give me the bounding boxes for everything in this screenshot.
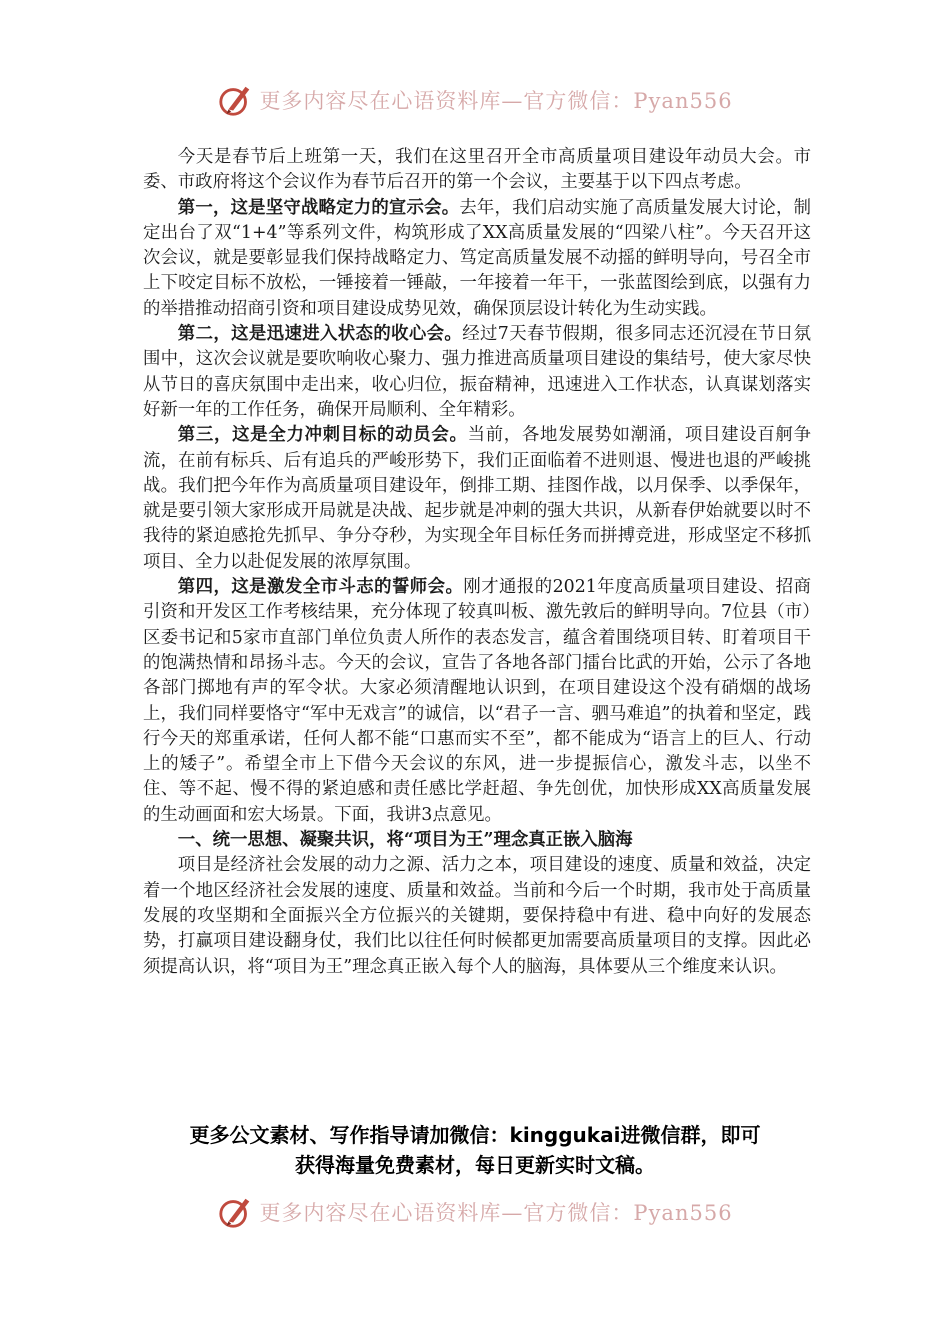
point-text-3: 当前，各地发展势如潮涌，项目建设百舸争流，在前有标兵、后有追兵的严峻形势下，我们正面临着不进则退、慢进也退的严峻挑战。我们把今年作为高质量项目建设年，倒排工期、挂图作战，以月保季、以季保年，就是要引领大家形成开局就是决战、起步就是冲刺的强大共识，从新春伊始就要以时不我待的紧迫感抢先抓早、争分夺秒，为实现全年目标任务而拼搏竞进，形成坚定不移抓项目、全力以赴促发展的浓厚氛围。 <box>143 425 811 572</box>
point-lead-3: 第三，这是全力冲刺目标的动员会。 <box>177 425 468 446</box>
point-paragraph-3 <box>143 423 811 575</box>
intro-paragraph: 今天是春节后上班第一天，我们在这里召开全市高质量项目建设年动员大会。市委、市政府将这个会议作为春节后召开的第一个会议，主要基于以下四点考虑。 <box>143 147 811 193</box>
point-lead-2: 第二，这是迅速进入状态的收心会。 <box>177 324 463 345</box>
point-lead-4: 第四，这是激发全市斗志的誓师会。 <box>177 577 464 598</box>
section-heading: 一、统一思想、凝聚共识，将“项目为王”理念真正嵌入脑海 <box>177 830 633 851</box>
point-paragraph-4 <box>143 575 811 828</box>
point-text-1: 去年，我们启动实施了高质量发展大讨论，制定出台了双“1+4”等系列文件，构筑形成了XX高质量发展的“四梁八柱”。今天召开这次会议，就是要彰显我们保持战略定力、笃定高质量发展不动摇的鲜明导向，号召全市上下咬定目标不放松，一锤接着一锤敲，一年接着一年干，一张蓝图绘到底，以强有力的举措推动招商引资和项目建设成势见效，确保顶层设计转化为生动实践。 <box>143 197 811 319</box>
point-paragraph-1 <box>143 196 811 322</box>
footer-note-line-1: 更多公文素材、写作指导请加微信：kinggukai进微信群，即可 <box>189 1123 761 1147</box>
footer-note-line-2: 获得海量免费素材，每日更新实时文稿。 <box>295 1153 655 1177</box>
header-banner-text: 更多内容尽在心语资料库—官方微信：Pyan556 <box>259 89 733 113</box>
header-banner <box>0 78 950 122</box>
point-text-4: 刚才通报的2021年度高质量项目建设、招商引资和开发区工作考核结果，充分体现了较真叫板、激先敦后的鲜明导向。7位县（市）区委书记和5家市直部门单位负责人所作的表态发言，蕴含着围绕项目转、盯着项目干的饱满热情和昂扬斗志。今天的会议，宣告了各地各部门擂台比武的开始，公示了各地各部门掷地有声的军令状。大家必须清醒地认识到，在项目建设这个没有硝烟的战场上，我们同样要恪守“军中无戏言”的诚信，以“君子一言、驷马难追”的执着和坚定，践行今天的郑重承诺，任何人都不能“口惠而实不至”，都不能成为“语言上的巨人、行动上的矮子”。希望全市上下借今天会议的东风，进一步提振信心，激发斗志，以坐不住、等不起、慢不得的紧迫感和责任感比学赶超、争先创优，加快形成XX高质量发展的生动画面和宏大场景。下面，我讲3点意见。 <box>143 577 811 825</box>
document-body <box>143 145 811 980</box>
point-paragraph-2 <box>143 322 811 423</box>
footer-banner <box>0 1190 950 1234</box>
point-lead-1: 第一，这是坚守战略定力的宣示会。 <box>177 197 460 218</box>
section-paragraph: 项目是经济社会发展的动力之源、活力之本，项目建设的速度、质量和效益，决定着一个地区经济社会发展的速度、质量和效益。当前和今后一个时期，我市处于高质量发展的攻坚期和全面振兴全方位振兴的关键期，要保持稳中有进、稳中向好的发展态势，打赢项目建设翻身仗，我们比以往任何时候都更加需要高质量项目的支撑。因此必须提高认识，将“项目为王”理念真正嵌入每个人的脑海，具体要从三个维度来认识。 <box>143 855 811 977</box>
footer-note <box>100 1120 850 1180</box>
point-text-2: 经过7天春节假期，很多同志还沉浸在节日氛围中，这次会议就是要吹响收心聚力、强力推进高质量项目建设的集结号，使大家尽快从节日的喜庆氛围中走出来，收心归位，振奋精神，迅速进入工作状态，认真谋划落实好新一年的工作任务，确保开局顺利、全年精彩。 <box>143 324 811 420</box>
quill-pen-logo-icon <box>217 81 255 119</box>
quill-pen-logo-icon <box>217 1193 255 1231</box>
footer-banner-text: 更多内容尽在心语资料库—官方微信：Pyan556 <box>259 1201 733 1225</box>
